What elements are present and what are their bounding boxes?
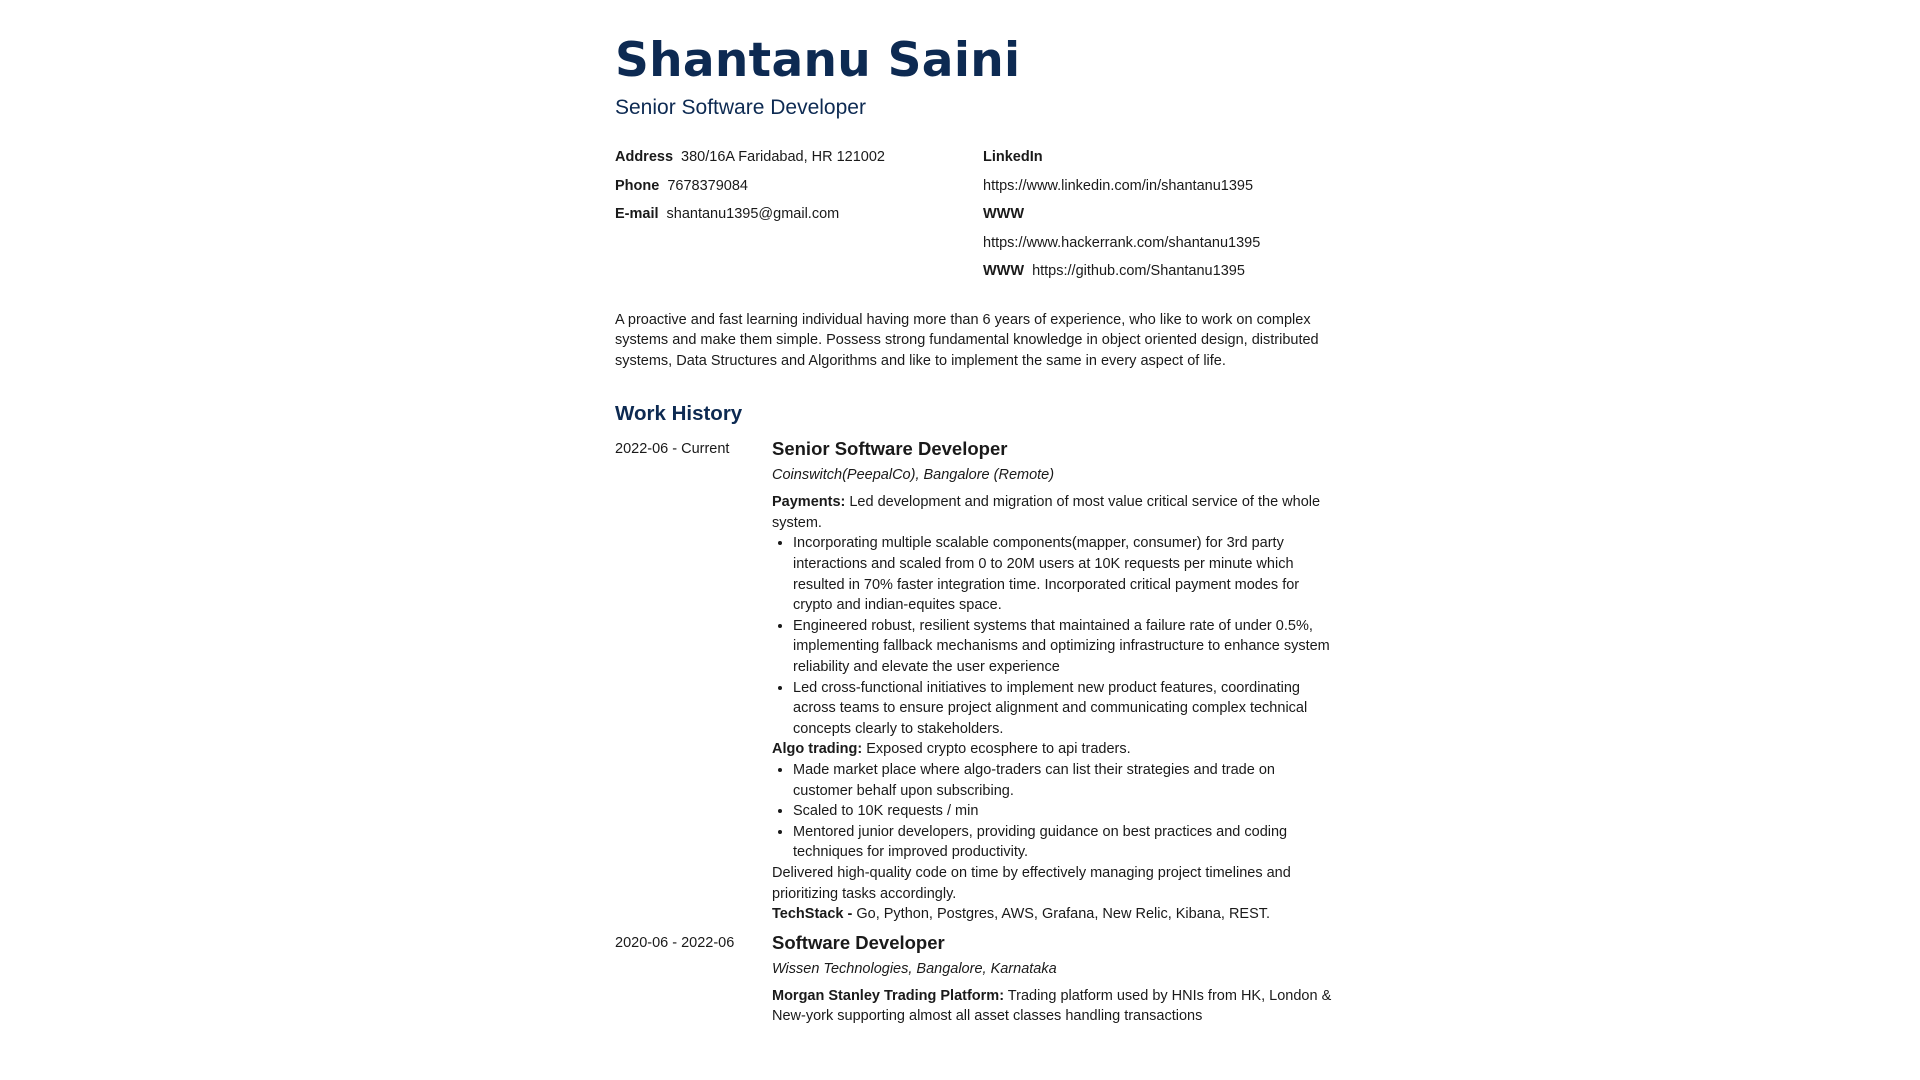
www-label: WWW (983, 206, 1025, 222)
algo-trading-paragraph (772, 739, 1332, 760)
email-value[interactable]: shantanu1395@gmail.com (666, 206, 840, 222)
techstack-paragraph (772, 904, 1332, 925)
payments-paragraph (772, 492, 1332, 533)
algo-trading-label: Algo trading: (772, 741, 863, 758)
www-label-row (983, 200, 1323, 229)
contact-column-left (615, 143, 983, 286)
list-item: • Mentored junior developers, providing guidance on best practices and coding techniques for improved productivity. (793, 822, 1332, 863)
linkedin-link[interactable]: https://www.linkedin.com/in/shantanu1395 (983, 177, 1254, 194)
job-details (772, 931, 1332, 1027)
algo-trading-text: Exposed crypto ecosphere to api traders. (862, 741, 1131, 758)
job-title: Software Developer (772, 931, 945, 953)
phone-label: Phone (615, 177, 660, 194)
techstack-label: TechStack - (772, 906, 853, 923)
job-dates: 2022-06 - Current (615, 441, 730, 458)
project-paragraph (772, 986, 1332, 1027)
linkedin-url-row (983, 172, 1323, 201)
payments-bullet-list (772, 533, 1332, 739)
list-item: • Scaled to 10K requests / min (793, 801, 1332, 822)
address-row (615, 143, 983, 172)
linkedin-label: LinkedIn (983, 149, 1043, 165)
job-dates: 2020-06 - 2022-06 (615, 934, 735, 951)
phone-value: 7678379084 (667, 177, 748, 194)
hackerrank-url-row (983, 229, 1323, 258)
job-company: Coinswitch(PeepalCo), Bangalore (Remote) (772, 467, 1055, 484)
delivered-paragraph: Delivered high-quality code on time by effectively managing project timelines and prioritizing tasks accordingly. (772, 864, 1291, 902)
summary-paragraph: A proactive and fast learning individual having more than 6 years of experience, who like to work on complex systems and make them simple. Possess strong fundamental knowledge in object oriented design, distributed systems, Data Structures and Algorithms and like to implement the same in every aspect of life. (615, 311, 1319, 369)
job-entry-1 (615, 437, 1335, 924)
phone-row (615, 172, 983, 201)
list-item: • Incorporating multiple scalable components(mapper, consumer) for 3rd party interactions and scaled from 0 to 20M users at 10K requests per minute which resulted in 70% faster integration time. Incorporated critical payment modes for crypto and indian-equites space. (793, 533, 1332, 615)
linkedin-label-row (983, 143, 1323, 172)
job-details (772, 437, 1332, 924)
list-item: • Made market place where algo-traders can list their strategies and trade on customer behalf upon subscribing. (793, 760, 1332, 801)
hackerrank-link[interactable]: https://www.hackerrank.com/shantanu1395 (983, 234, 1261, 251)
email-label: E-mail (615, 206, 659, 222)
resume-page (615, 30, 1335, 1027)
list-item: • Led cross-functional initiatives to implement new product features, coordinating across teams to ensure project alignment and communicating complex technical concepts clearly to stakeholders. (793, 678, 1332, 740)
project-label: Morgan Stanley Trading Platform: (772, 987, 1005, 1004)
address-label: Address (615, 149, 674, 165)
job-title: Senior Software Developer (772, 438, 1008, 460)
github-row (983, 257, 1323, 286)
address-value: 380/16A Faridabad, HR 121002 (681, 149, 885, 165)
candidate-title: Senior Software Developer (615, 96, 866, 119)
payments-label: Payments: (772, 494, 846, 511)
work-history-heading: Work History (615, 402, 743, 426)
job-company: Wissen Technologies, Bangalore, Karnataka (772, 960, 1057, 977)
www-label-2: WWW (983, 263, 1025, 279)
job-entry-2 (615, 931, 1335, 1027)
github-link[interactable]: https://github.com/Shantanu1395 (1032, 263, 1245, 279)
candidate-name: Shantanu Saini (615, 33, 1021, 88)
contact-section (615, 143, 1335, 286)
techstack-text: Go, Python, Postgres, AWS, Grafana, New Relic, Kibana, REST. (852, 906, 1271, 923)
algo-bullet-list (772, 760, 1332, 863)
list-item: • Engineered robust, resilient systems that maintained a failure rate of under 0.5%, implementing fallback mechanisms and optimizing infrastructure to enhance system reliability and elevate the user experience (793, 616, 1332, 678)
email-row (615, 200, 983, 229)
payments-text: Led development and migration of most value critical service of the whole system. (772, 494, 1321, 531)
project-text: Trading platform used by HNIs from HK, London & New-york supporting almost all asset classes handling transactions (772, 987, 1332, 1025)
contact-column-right (983, 143, 1323, 286)
